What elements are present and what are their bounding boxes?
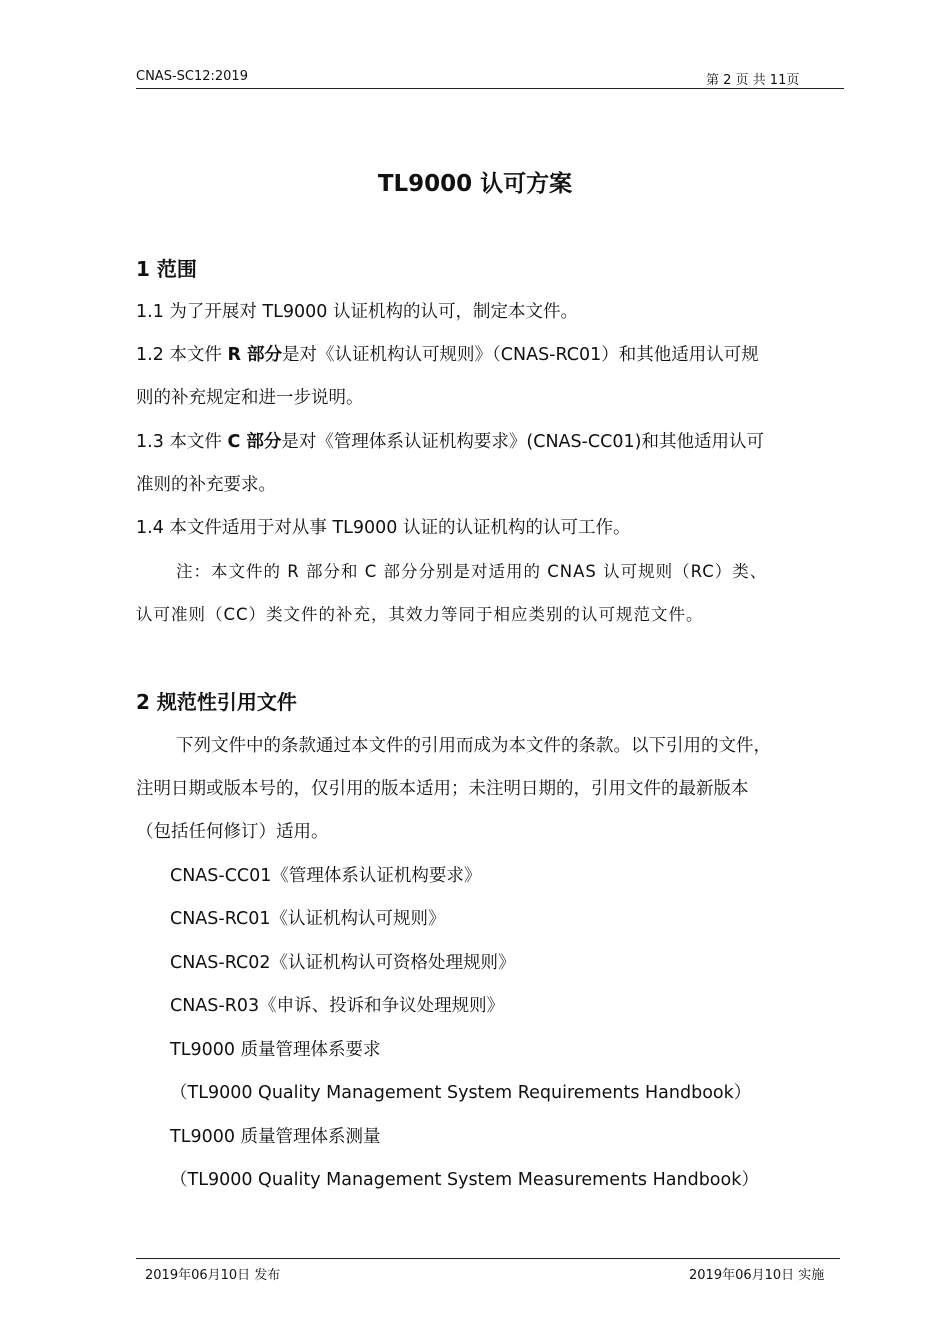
paragraph-1-2-bold: R 部分 — [227, 345, 283, 365]
page-title: TL9000 认可方案 — [377, 171, 573, 197]
reference-item: CNAS-RC02《认证机构认可资格处理规则》 — [170, 953, 516, 973]
header-page-info: 第 2 页 共 11页 — [706, 73, 800, 88]
paragraph-1-3-bold: C 部分 — [227, 432, 282, 452]
paragraph-1-3 — [136, 428, 764, 453]
paragraph-1-2 — [136, 341, 759, 366]
note-line-1: 注：本文件的 R 部分和 C 部分分别是对适用的 CNAS 认可规则（RC）类、 — [176, 562, 768, 581]
footer-issued-date: 2019年06月10日 发布 — [145, 1268, 281, 1283]
paragraph-1-3-prefix: 1.3 本文件 — [136, 432, 228, 452]
paragraph-1-2-prefix: 1.2 本文件 — [136, 345, 228, 365]
note-line-2: 认可准则（CC）类文件的补充，其效力等同于相应类别的认可规范文件。 — [136, 605, 704, 624]
reference-item: TL9000 质量管理体系要求 — [170, 1040, 381, 1060]
section-2-heading: 2 规范性引用文件 — [136, 690, 297, 714]
reference-item: CNAS-R03《申诉、投诉和争议处理规则》 — [170, 996, 505, 1016]
footer-divider — [136, 1258, 840, 1259]
paragraph-1-2-rest: 是对《认证机构认可规则》（CNAS-RC01）和其他适用认可规 — [282, 345, 759, 365]
section-2-intro-line-1: 下列文件中的条款通过本文件的引用而成为本文件的条款。以下引用的文件， — [176, 736, 771, 756]
header-divider — [136, 88, 844, 89]
reference-item: CNAS-CC01《管理体系认证机构要求》 — [170, 866, 482, 886]
paragraph-1-3-rest: 是对《管理体系认证机构要求》(CNAS-CC01)和其他适用认可 — [281, 432, 764, 452]
section-1-heading: 1 范围 — [136, 257, 197, 281]
reference-item: （TL9000 Quality Management System Requirements Handbook） — [170, 1083, 752, 1103]
reference-item: TL9000 质量管理体系测量 — [170, 1127, 381, 1147]
paragraph-1-2-continued: 则的补充规定和进一步说明。 — [136, 388, 364, 408]
header-doc-code: CNAS-SC12:2019 — [136, 69, 248, 84]
paragraph-1-4: 1.4 本文件适用于对从事 TL9000 认证的认证机构的认可工作。 — [136, 518, 631, 538]
paragraph-1-1: 1.1 为了开展对 TL9000 认证机构的认可，制定本文件。 — [136, 302, 578, 322]
paragraph-1-3-continued: 准则的补充要求。 — [136, 475, 276, 495]
reference-item: （TL9000 Quality Management System Measurements Handbook） — [170, 1170, 759, 1190]
section-2-intro-line-2: 注明日期或版本号的，仅引用的版本适用；未注明日期的，引用文件的最新版本 — [136, 779, 749, 799]
reference-item: CNAS-RC01《认证机构认可规则》 — [170, 909, 446, 929]
section-2-intro-line-3: （包括任何修订）适用。 — [136, 822, 329, 842]
footer-effective-date: 2019年06月10日 实施 — [689, 1268, 825, 1283]
